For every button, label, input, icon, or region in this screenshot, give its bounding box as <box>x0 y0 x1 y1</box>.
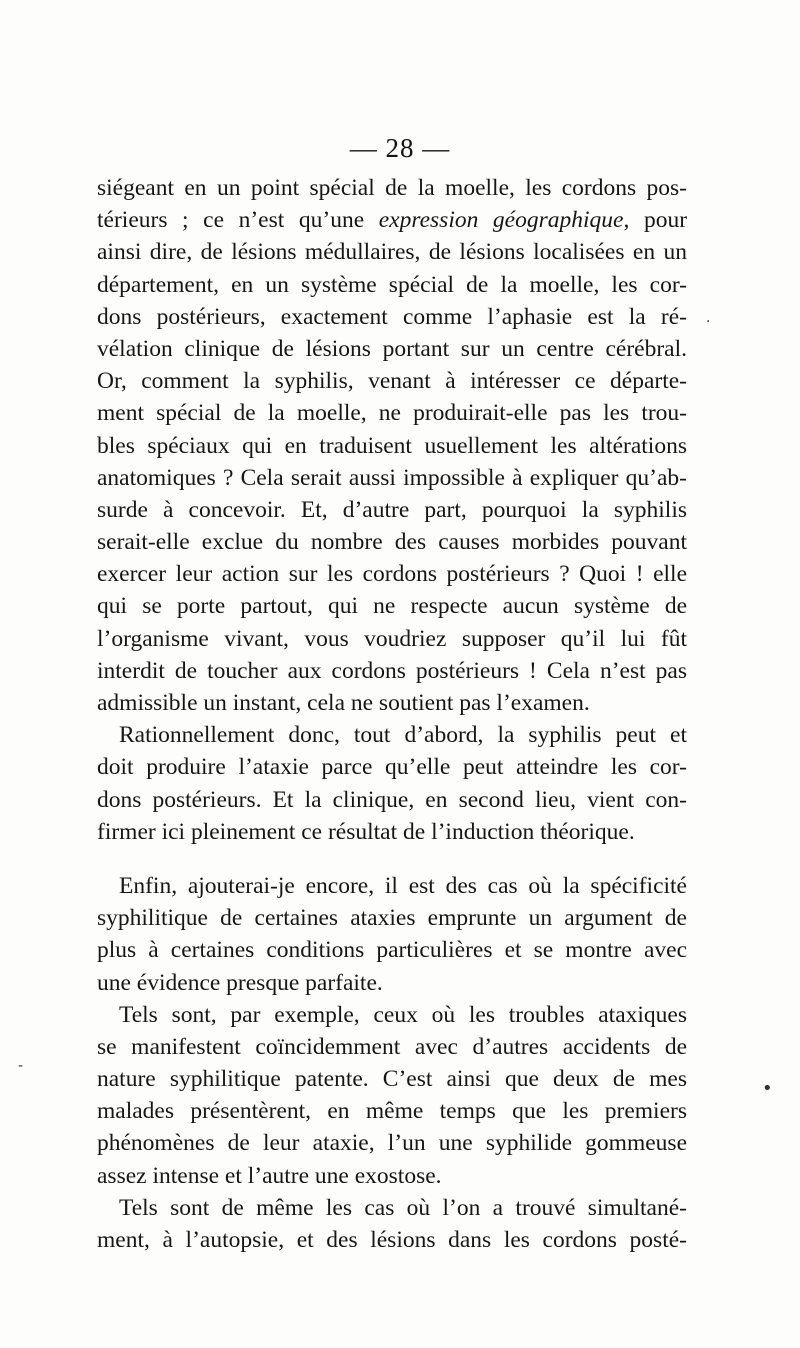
text-line: nature syphilitique patente. C’est ainsi que deux de mes <box>97 1066 687 1093</box>
text-line: doit produire l’ataxie parce qu’elle peut atteindre les cor- <box>97 754 687 781</box>
text-line: qui se porte partout, qui ne respecte aucun système de <box>97 593 687 620</box>
paragraph <box>97 172 687 719</box>
paragraph <box>97 1192 687 1256</box>
text-line: département, en un système spécial de la moelle, les cor- <box>97 271 687 298</box>
text-line: phénomènes de leur ataxie, l’un une syphilide gommeuse <box>97 1130 687 1157</box>
page-number: — 28 — <box>349 133 451 163</box>
text-line: siégeant en un point spécial de la moelle, les cordons pos- <box>97 175 687 201</box>
text-line: firmer ici pleinement ce résultat de l’induction théorique. <box>97 818 635 845</box>
text-line: admissible un instant, cela ne soutient pas l’examen. <box>97 690 590 716</box>
paragraph <box>97 999 687 1192</box>
text-line: assez intense et l’autre une exostose. <box>97 1162 442 1189</box>
text-line: plus à certaines conditions particulières et se montre avec <box>97 937 687 964</box>
text-line: interdit de toucher aux cordons postérieurs ! Cela n’est pas <box>97 657 687 684</box>
paragraph <box>97 870 687 999</box>
scan-speck: - <box>18 1058 24 1074</box>
text-line: anatomiques ? Cela serait aussi impossible à expliquer qu’ab- <box>97 464 687 491</box>
section-gap <box>97 848 687 870</box>
text-line: une évidence presque parfaite. <box>97 969 383 996</box>
text-line: serait-elle exclue du nombre des causes morbides pouvant <box>97 529 687 556</box>
body-text <box>97 172 687 1256</box>
text-line: dons postérieurs. Et la clinique, en second lieu, vient con- <box>97 786 687 813</box>
text-line: surde à concevoir. Et, d’autre part, pourquoi la syphilis <box>97 496 687 523</box>
text-line: exercer leur action sur les cordons postérieurs ? Quoi ! elle <box>97 561 687 588</box>
paragraph <box>97 719 687 848</box>
text-line: Rationnellement donc, tout d’abord, la syphilis peut et <box>119 722 687 749</box>
text-line: malades présentèrent, en même temps que les premiers <box>97 1098 687 1125</box>
text-line: dons postérieurs, exactement comme l’aphasie est la ré- <box>97 303 687 330</box>
emphasis: expression géographique <box>378 207 624 234</box>
text-line: Enfin, ajouterai-je encore, il est des cas où la spécificité <box>119 872 687 899</box>
text-line: vélation clinique de lésions portant sur un centre cérébral. <box>97 335 687 362</box>
text-line: térieurs ; ce n’est qu’une expression géographique, pour <box>97 207 688 234</box>
text-line: Tels sont, par exemple, ceux où les troubles ataxiques <box>119 1001 687 1028</box>
text-line: Tels sont de même les cas où l’on a trouvé simultané- <box>119 1194 687 1221</box>
text-line: ment spécial de la moelle, ne produirait-elle pas les trou- <box>97 400 687 427</box>
text-line: syphilitique de certaines ataxies emprunte un argument de <box>97 905 687 932</box>
scan-speck: · <box>706 314 711 330</box>
scan-speck: • <box>762 1078 773 1099</box>
text-line: ainsi dire, de lésions médullaires, de lésions localisées en un <box>97 239 687 266</box>
text-line: l’organisme vivant, vous voudriez supposer qu’il lui fût <box>97 625 687 652</box>
text-line: bles spéciaux qui en traduisent usuellement les altérations <box>97 432 687 459</box>
text-line: Or, comment la syphilis, venant à intéresser ce départe- <box>97 368 687 395</box>
text-line: se manifestent coïncidemment avec d’autres accidents de <box>97 1033 687 1060</box>
text-line: ment, à l’autopsie, et des lésions dans les cordons posté- <box>97 1227 687 1253</box>
